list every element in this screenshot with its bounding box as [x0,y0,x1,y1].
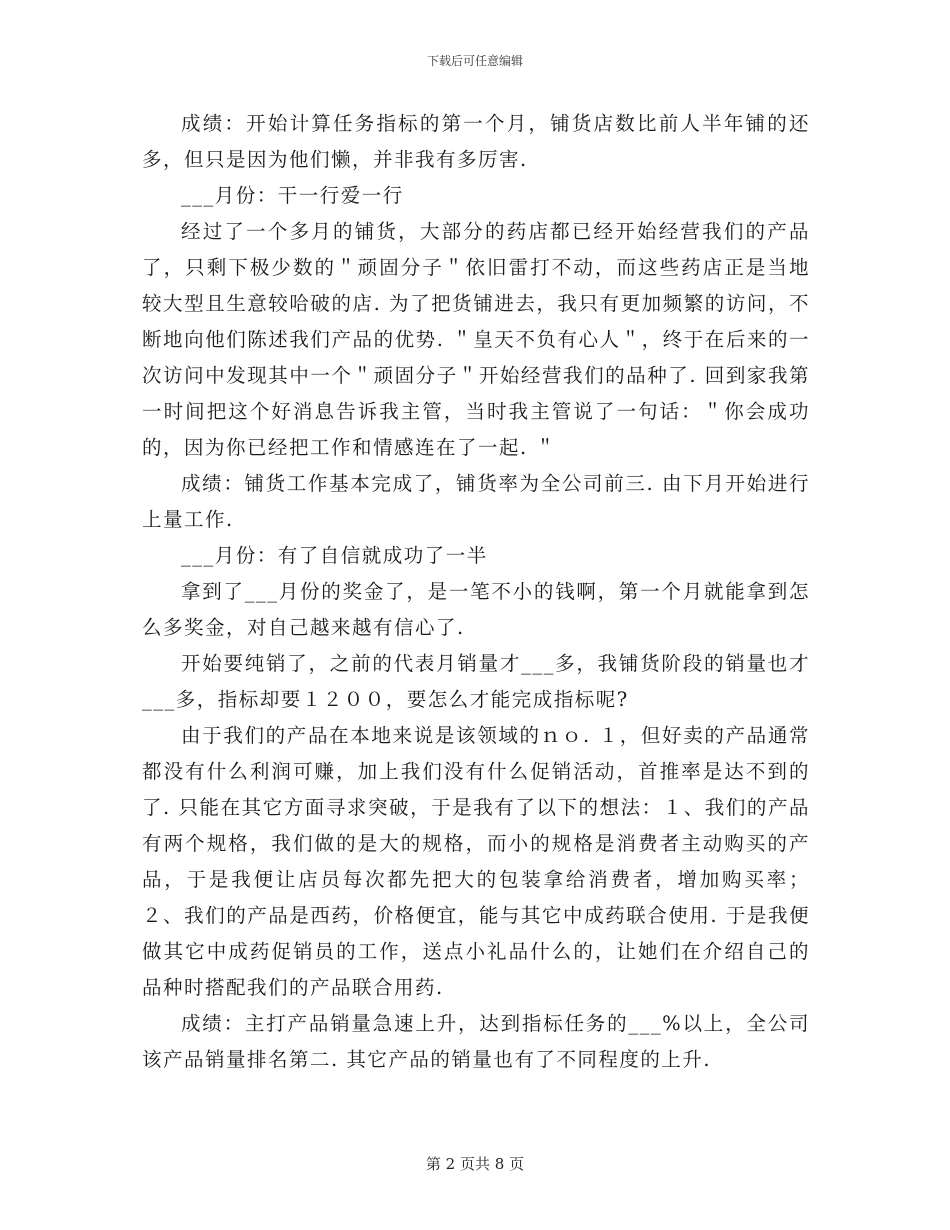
paragraph: 经过了一个多月的铺货，大部分的药店都已经开始经营我们的产品了，只剩下极少数的＂顽固分子＂依旧雷打不动，而这些药店正是当地较大型且生意较哈破的店. 为了把货铺进去，我只有更加频繁的访问，不断地向他们陈述我们产品的优势. ＂皇天不负有心人＂，终于在后来的一次访问中发现其中一个＂顽固分子＂开始经营我们的品种了. 回到家我第一时间把这个好消息告诉我主管，当时我主管说了一句话：＂你会成功的，因为你已经把工作和情感连在了一起. ＂ [142,220,810,459]
section-heading: ___月份：干一行爱一行 [181,184,404,207]
paragraph: 成绩：开始计算任务指标的第一个月，铺货店数比前人半年铺的还多，但只是因为他们懒，并非我有多厉害. [142,112,810,171]
page-header: 下载后可任意编辑 [426,54,523,68]
paragraph: 成绩：主打产品销量急速上升，达到指标任务的___%以上，全公司该产品销量排名第二. 其它产品的销量也有了不同程度的上升. [142,1012,810,1071]
paragraph: 成绩：铺货工作基本完成了，铺货率为全公司前三. 由下月开始进行上量工作. [142,472,810,531]
paragraph: 由于我们的产品在本地来说是该领域的ｎｏ. １，但好卖的产品通常都没有什么利润可赚，加上我们没有什么促销活动，首推率是达不到的了. 只能在其它方面寻求突破，于是我有了以下的想法：１、我们的产品有两个规格，我们做的是大的规格，而小的规格是消费者主动购买的产品，于是我便让店员每次都先把大的包装拿给消费者，增加购买率；２、我们的产品是西药，价格便宜，能与其它中成药联合使用. 于是我便做其它中成药促销员的工作，送点小礼品什么的，让她们在介绍自己的品种时搭配我们的产品联合用药. [142,724,810,999]
paragraph: 开始要纯销了，之前的代表月销量才___多，我铺货阶段的销量也才___多，指标却要１２００，要怎么才能完成指标呢? [142,652,810,711]
document-body [142,106,810,1078]
page-number: 第 2 页共 8 页 [425,1155,525,1173]
section-heading: ___月份：有了自信就成功了一半 [181,544,488,567]
paragraph: 拿到了___月份的奖金了，是一笔不小的钱啊，第一个月就能拿到怎么多奖金，对自己越来越有信心了. [142,580,810,639]
